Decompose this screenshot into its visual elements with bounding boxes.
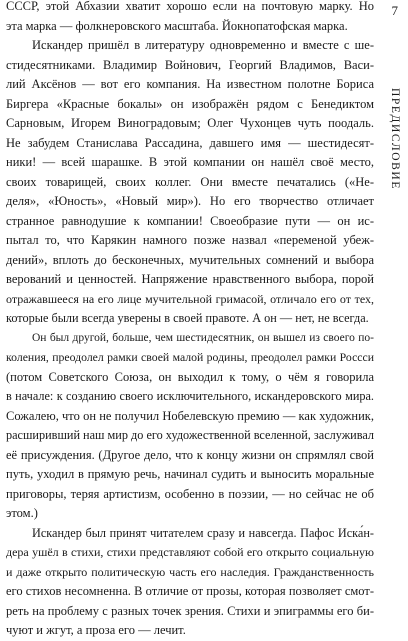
text-line: Сожалею, что он не получил Нобелевскую премию — как художник, xyxy=(6,408,374,423)
text-line: приговоры, теряя артистизм, особенно в поэзии, — но сейчас не об xyxy=(6,486,374,501)
text-line: путь, уходил в прямую речь, начинал судить и выносить моральные xyxy=(6,467,374,481)
text-line: реть на проблему с разных точек зрения. Стихи и эпиграммы его би- xyxy=(6,603,374,618)
text-line: Он был другой, больше, чем шестидесятник, он вышел из своего по- xyxy=(32,331,374,344)
text-line: деля», «Юность», «Новый мир»). Но его творчество отличает xyxy=(6,194,374,208)
text-line: странное равнодушие к компании! Своеобразие пути — он ис- xyxy=(6,213,374,228)
text-line: лий Аксёнов — вот его компания. На известном полотне Бориса xyxy=(6,77,374,91)
text-line: СССР, этой Абхазии хватит хорошо если на почтовую марку. Но xyxy=(6,0,374,13)
text-line: дера ушёл в стихи, стихи представляют собой его открыто социальную xyxy=(6,545,374,559)
text-line: которые были всегда уверены в своей правоте. А он — нет, не всегда. xyxy=(6,311,369,325)
text-line: отражавшееся на его лице мучительной гримасой, отличало его от тех, xyxy=(6,291,374,306)
text-line: Искандер пришёл в литературу одновременно и вместе с ше- xyxy=(32,38,374,52)
text-line: ники! — всей шарашке. В этой компании он нашёл своё место, xyxy=(6,155,374,169)
text-line: его стихов несомненна. В отличие от прозы, которая позволяет смот- xyxy=(6,584,374,598)
text-line: своих товарищей, своих коллег. Они вместе печатались («Не- xyxy=(6,174,374,189)
text-line: дений», вплоть до бесконечных, мучительных сомнений и выбора xyxy=(6,252,374,267)
text-line: верований и ценностей. Напряжение нравственного выбора, порой xyxy=(6,272,374,286)
text-line: коления, преодолел рамки своей малой родины, преодолел рамки Россси xyxy=(6,351,374,364)
text-line: расширивший наш мир до его художественной вселенной, заслуживал xyxy=(6,428,375,442)
page-number: 7 xyxy=(391,3,398,18)
text-line: чуют и жгут, а проза его — лечит. xyxy=(6,623,186,637)
text-line: эта марка — фолкнеровского масштаба. Йокнопатофская марка. xyxy=(6,18,348,33)
text-line: (потом Советского Союза, он выходил к тому, о чём я говорила xyxy=(6,369,374,384)
text-line: стидесятниками. Владимир Войнович, Георгий Владимов, Васи- xyxy=(6,57,374,72)
text-line: Искандер был принят читателем сразу и навсегда. Пафос Иска́н- xyxy=(32,525,374,540)
text-line: пытал то, что Карякин намного позже назвал «переменой убеж- xyxy=(6,233,374,247)
text-line: и даже открыто политическую часть его наследия. Гражданственность xyxy=(6,564,374,579)
text-line: её присуждения. (Другое дело, что к концу жизни он спрямлял свой xyxy=(6,447,374,462)
body-text xyxy=(6,0,374,641)
text-line: Не забудем Станислава Рассадина, давшего имя — шестидесят- xyxy=(6,135,374,150)
running-head: ПРЕДИСЛОВИЕ xyxy=(389,88,401,190)
text-line: этом.) xyxy=(6,506,38,520)
text-line: Биргера «Красные бокалы» он изображён рядом с Бенедиктом xyxy=(6,96,374,111)
text-line: в начале: к созданию своего исключительного, искандеровского мира. xyxy=(6,389,374,403)
text-line: Сарновым, Игорем Виноградовым; Олег Чухонцев чуть поодаль. xyxy=(6,116,374,130)
